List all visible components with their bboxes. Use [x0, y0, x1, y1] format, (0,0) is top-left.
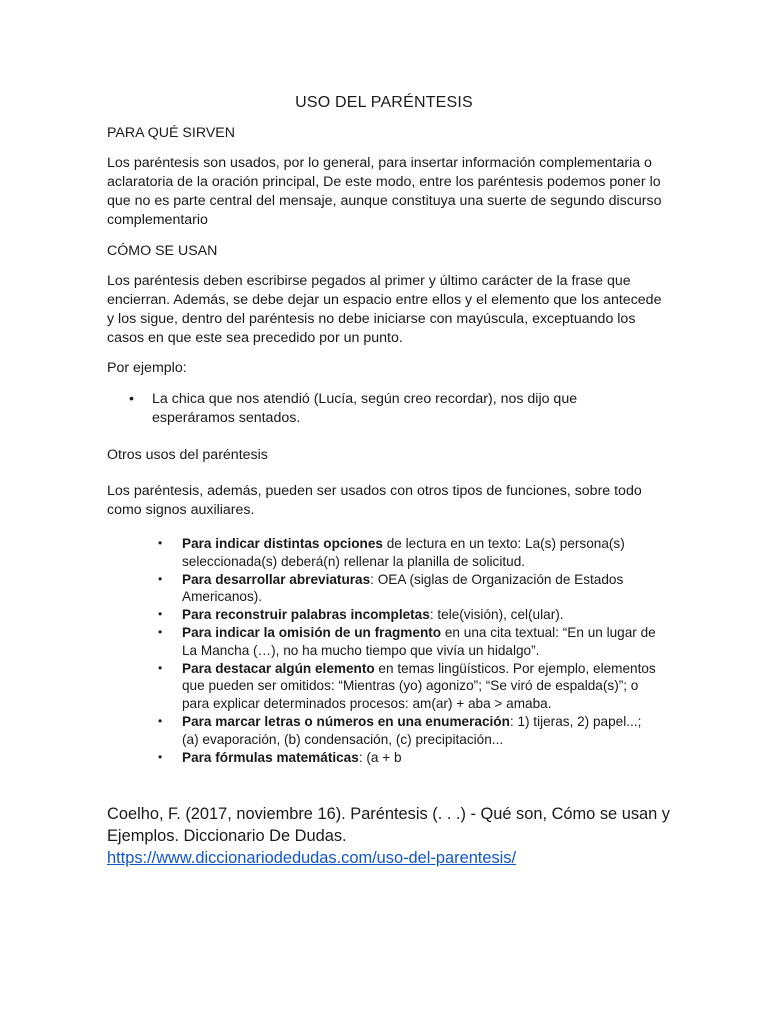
use-bold-label: Para destacar algún elemento: [182, 660, 375, 676]
use-bold-label: Para fórmulas matemáticas: [182, 749, 359, 765]
list-item: [158, 749, 658, 767]
bullet-icon: •: [158, 713, 163, 728]
section-paragraph-otros: Los paréntesis, además, pueden ser usados con otros tipos de funciones, sobre todo como signos auxiliares.: [107, 483, 642, 518]
use-bold-label: Para marcar letras o números en una enumeración: [182, 713, 510, 729]
use-bold-label: Para indicar distintas opciones: [182, 536, 383, 551]
bullet-icon: •: [158, 607, 163, 622]
section-paragraph-como: Los paréntesis deben escribirse pegados al primer y último carácter de la frase que encierran. Además, se debe dejar un espacio entre ellos y el elemento que los antecede y los sigue, dentro del paréntesis no debe iniciarse con mayúscula, exceptuando los casos en que este sea precedido por un punto.: [107, 273, 662, 346]
list-item: [158, 606, 658, 624]
list-item: [158, 660, 658, 713]
use-text: en una cita textual: “En un lugar de La Mancha (…), no ha mucho tiempo que vivía un hidalgo”.: [182, 624, 656, 658]
use-text: de lectura en un texto: La(s) persona(s) seleccionada(s) deberá(n) rellenar la planilla de solicitud.: [182, 536, 625, 569]
page-title: USO DEL PARÉNTESIS: [295, 94, 473, 111]
use-bold-label: Para reconstruir palabras incompletas: [182, 607, 430, 623]
bullet-icon: •: [158, 624, 163, 639]
bullet-icon: •: [158, 536, 163, 550]
use-text: : 1) tijeras, 2) papel...; (a) evaporación, (b) condensación, (c) precipitación...: [182, 713, 642, 747]
reference-citation: [107, 803, 677, 869]
use-text: : tele(visión), cel(ular).: [429, 607, 564, 623]
use-bold-label: Para desarrollar abreviaturas: [182, 571, 371, 587]
section-paragraph-para-que: Los paréntesis son usados, por lo general, para insertar información complementaria o aclaratoria de la oración principal, De este modo, entre los paréntesis podemos poner lo que no es parte central del mensaje, aunque constituya una suerte de segundo discurso complementario: [107, 155, 662, 228]
list-item: [158, 571, 658, 607]
section-heading-como: CÓMO SE USAN: [107, 243, 218, 259]
bullet-icon: •: [129, 391, 134, 407]
bullet-icon: •: [158, 660, 163, 675]
use-text: en temas lingüísticos. Por ejemplo, elementos que pueden ser omitidos: “Mientras (yo) agonizo”; “Se viró de espalda(s)”; o para explicar determinados procesos: am(ar) + aba > amaba.: [182, 660, 656, 712]
example-label: Por ejemplo:: [107, 360, 187, 376]
use-bold-label: Para indicar la omisión de un fragmento: [182, 624, 442, 640]
example-list: [107, 390, 662, 428]
use-text: : (a + b: [358, 749, 402, 765]
reference-text: Coelho, F. (2017, noviembre 16). Paréntesis (. . .) - Qué son, Cómo se usan y Ejemplos. Diccionario De Dudas.: [107, 805, 671, 845]
list-item: [158, 535, 658, 571]
list-item: [158, 624, 658, 660]
use-text: : OEA (siglas de Organización de Estados Americanos).: [182, 571, 624, 605]
section-heading-para-que: PARA QUÉ SIRVEN: [107, 125, 235, 141]
reference-link[interactable]: https://www.diccionariodedudas.com/uso-del-parentesis/: [107, 849, 517, 867]
uses-list: [158, 535, 658, 766]
list-item: [107, 390, 662, 428]
bullet-icon: •: [158, 749, 163, 764]
list-item: [158, 713, 658, 749]
section-heading-otros: Otros usos del paréntesis: [107, 447, 268, 463]
example-item-text: La chica que nos atendió (Lucía, según creo recordar), nos dijo que esperáramos sentados.: [152, 391, 578, 426]
bullet-icon: •: [158, 571, 163, 586]
